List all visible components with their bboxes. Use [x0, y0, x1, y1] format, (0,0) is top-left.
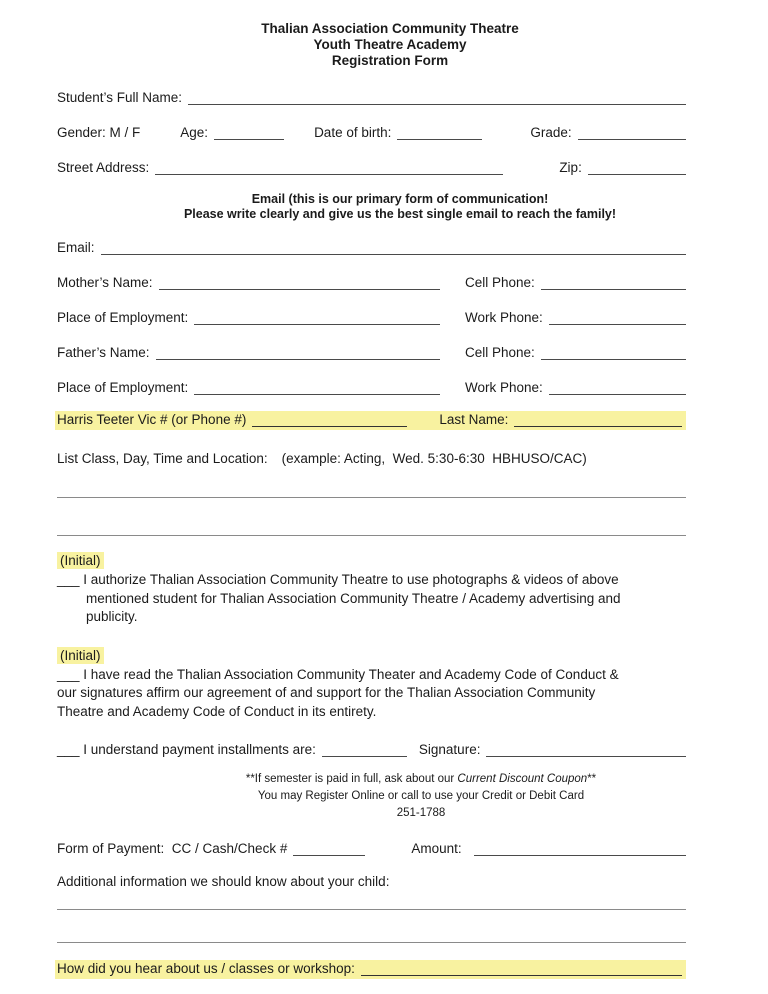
student-name-field[interactable]	[188, 91, 686, 105]
authorize-line-2: mentioned student for Thalian Association Community Theatre / Academy advertising and	[86, 590, 621, 606]
harris-lastname-label: Last Name:	[439, 412, 509, 427]
amount-field[interactable]	[474, 842, 686, 856]
harris-teeter-row	[55, 411, 686, 430]
payment-notes	[156, 771, 686, 822]
authorize-initial-label: (Initial)	[57, 552, 104, 569]
mother-row	[57, 276, 686, 290]
hear-about-label: How did you hear about us / classes or workshop:	[57, 961, 355, 976]
email-label: Email:	[57, 240, 95, 255]
conduct-initial	[57, 647, 686, 664]
class-list-example: (example: Acting, Wed. 5:30-6:30 HBHUSO/CAC)	[281, 451, 587, 466]
father-name-field[interactable]	[156, 346, 440, 360]
class-list-line-2[interactable]	[57, 522, 686, 536]
father-work-label: Work Phone:	[465, 380, 543, 395]
address-row	[57, 161, 686, 175]
form-title	[94, 21, 686, 69]
gender-age-row	[57, 126, 686, 140]
zip-label: Zip:	[559, 160, 582, 175]
phone-number: 251-1788	[396, 807, 446, 819]
mother-name-field[interactable]	[159, 276, 440, 290]
program-name: Youth Theatre Academy	[313, 37, 467, 52]
street-field[interactable]	[155, 161, 503, 175]
email-field[interactable]	[101, 241, 686, 255]
org-name: Thalian Association Community Theatre	[261, 21, 519, 36]
authorize-paragraph	[57, 571, 686, 627]
mother-work-field[interactable]	[549, 311, 686, 325]
class-list-label: List Class, Day, Time and Location:	[57, 451, 268, 466]
zip-field[interactable]	[588, 161, 686, 175]
mother-cell-field[interactable]	[541, 276, 686, 290]
authorize-line-1: ___ I authorize Thalian Association Community Theatre to use photographs & videos of above	[57, 572, 619, 587]
signature-field[interactable]	[486, 743, 686, 757]
harris-lastname-field[interactable]	[514, 413, 682, 427]
payment-check-field[interactable]	[293, 842, 365, 856]
dob-label: Date of birth:	[314, 125, 392, 140]
email-row	[57, 241, 686, 255]
installments-label: ___ I understand payment installments are:	[57, 742, 316, 757]
discount-note: **If semester is paid in full, ask about our Current Discount Coupon**	[245, 773, 597, 785]
class-list-row	[57, 452, 686, 466]
email-instruction-line2: Please write clearly and give us the best single email to reach the family!	[183, 207, 617, 221]
conduct-initial-label: (Initial)	[57, 647, 104, 664]
authorize-line-3: publicity.	[86, 609, 138, 624]
hear-about-field[interactable]	[361, 962, 682, 976]
grade-field[interactable]	[578, 126, 686, 140]
age-label: Age:	[180, 125, 209, 140]
additional-info-line-2[interactable]	[57, 929, 686, 943]
additional-info-label: Additional information we should know about your child:	[57, 874, 390, 889]
street-label: Street Address:	[57, 160, 150, 175]
installments-field[interactable]	[322, 743, 407, 757]
harris-vic-label: Harris Teeter Vic # (or Phone #)	[57, 412, 247, 427]
email-instruction-line1: Email (this is our primary form of communication!	[251, 192, 549, 206]
father-work-field[interactable]	[549, 381, 686, 395]
father-cell-label: Cell Phone:	[465, 345, 535, 360]
father-name-label: Father’s Name:	[57, 345, 150, 360]
mother-employment-field[interactable]	[194, 311, 440, 325]
signature-label: Signature:	[418, 742, 481, 757]
payment-form-row	[57, 842, 686, 856]
form-type: Registration Form	[331, 53, 449, 68]
class-list-line-1[interactable]	[57, 484, 686, 498]
father-employment-field[interactable]	[194, 381, 440, 395]
harris-vic-field[interactable]	[252, 413, 407, 427]
payment-form-label: Form of Payment: CC / Cash/Check #	[57, 841, 288, 856]
father-employment-label: Place of Employment:	[57, 380, 189, 395]
installments-row	[57, 743, 686, 757]
father-cell-field[interactable]	[541, 346, 686, 360]
hear-about-row	[55, 960, 686, 979]
mother-name-label: Mother’s Name:	[57, 275, 153, 290]
age-field[interactable]	[214, 126, 284, 140]
father-row	[57, 346, 686, 360]
amount-label: Amount:	[411, 841, 462, 856]
student-name-label: Student’s Full Name:	[57, 90, 183, 105]
student-name-row	[57, 91, 686, 105]
dob-field[interactable]	[397, 126, 482, 140]
additional-info-line-1[interactable]	[57, 896, 686, 910]
conduct-line-1: ___ I have read the Thalian Association Community Theater and Academy Code of Conduct &	[57, 666, 619, 682]
discount-coupon-text: Current Discount Coupon	[457, 773, 588, 785]
father-employment-row	[57, 381, 686, 395]
conduct-line-2: our signatures affirm our agreement of and support for the Thalian Association Community	[57, 685, 596, 700]
mother-employment-label: Place of Employment:	[57, 310, 189, 325]
conduct-line-3: Theatre and Academy Code of Conduct in its entirety.	[57, 703, 377, 719]
email-instruction	[114, 192, 686, 222]
register-online-note: You may Register Online or call to use your Credit or Debit Card	[257, 790, 585, 802]
gender-label: Gender: M / F	[57, 125, 141, 140]
mother-work-label: Work Phone:	[465, 310, 543, 325]
conduct-paragraph	[57, 666, 686, 722]
mother-cell-label: Cell Phone:	[465, 275, 535, 290]
mother-employment-row	[57, 311, 686, 325]
grade-label: Grade:	[530, 125, 572, 140]
additional-info-row	[57, 875, 686, 889]
authorize-initial	[57, 552, 686, 569]
